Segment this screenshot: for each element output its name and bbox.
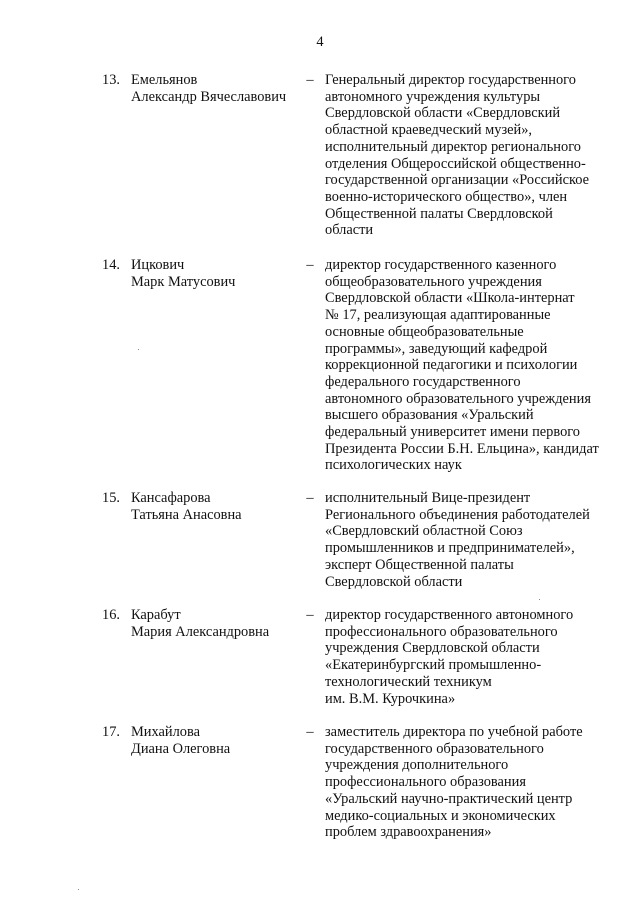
desc-line: проблем здравоохранения» [325, 824, 492, 841]
surname: Ицкович [131, 257, 185, 273]
desc-line: учреждения дополнительного [325, 757, 509, 774]
person-name [131, 257, 301, 290]
position-description [325, 72, 615, 239]
given-names: Марк Матусович [131, 273, 236, 290]
desc-line: высшего образования «Уральский [325, 407, 534, 424]
desc-line: медико-социальных и экономических [325, 807, 556, 824]
desc-line: федеральный университет имени первого [325, 424, 581, 441]
desc-line: технологический техникум [325, 673, 492, 690]
desc-line: директор государственного казенного [325, 257, 557, 273]
person-name [131, 490, 301, 523]
desc-line: Свердловской области [325, 573, 463, 590]
separator-dash: – [306, 257, 314, 273]
desc-line: исполнительный директор регионального [325, 138, 581, 155]
desc-line: заместитель директора по учебной работе [325, 724, 583, 740]
desc-line: программы», заведующий кафедрой [325, 340, 548, 357]
surname: Михайлова [131, 724, 200, 740]
given-names: Мария Александровна [131, 623, 270, 640]
desc-line: психологических наук [325, 457, 462, 474]
desc-line: им. В.М. Курочкина» [325, 690, 456, 707]
desc-line: «Екатеринбургский промышленно- [325, 657, 542, 674]
entry-number: 17. [102, 724, 120, 740]
desc-line: Свердловской области «Школа-интернат [325, 290, 575, 307]
desc-line: отделения Общероссийской общественно- [325, 155, 586, 172]
desc-line: общеобразовательного учреждения [325, 273, 542, 290]
desc-line: военно-исторического общество», член [325, 188, 568, 205]
position-description [325, 724, 615, 841]
position-description [325, 607, 615, 707]
desc-line: «Свердловский областной Союз [325, 523, 523, 540]
person-name [131, 607, 301, 640]
desc-line: профессионального образования [325, 774, 526, 791]
separator-dash: – [306, 607, 314, 623]
desc-line: № 17, реализующая адаптированные [325, 307, 551, 324]
desc-line: эксперт Общественной палаты [325, 556, 514, 573]
desc-line: областной краеведческий музей», [325, 122, 533, 139]
person-name [131, 724, 301, 757]
entry-number: 16. [102, 607, 120, 623]
desc-line: автономного учреждения культуры [325, 88, 541, 105]
desc-line: Свердловской области «Свердловский [325, 105, 561, 122]
desc-line: учреждения Свердловской области [325, 640, 540, 657]
desc-line: Регионального объединения работодателей [325, 506, 590, 523]
desc-line: директор государственного автономного [325, 607, 574, 623]
position-description [325, 257, 615, 474]
scan-speck [539, 599, 540, 600]
scan-speck [78, 889, 79, 890]
separator-dash: – [306, 724, 314, 740]
surname: Кансафарова [131, 490, 211, 506]
desc-line: «Уральский научно-практический центр [325, 790, 573, 807]
given-names: Александр Вячеславович [131, 88, 287, 105]
desc-line: автономного образовательного учреждения [325, 390, 591, 407]
scan-speck [138, 349, 139, 350]
person-name [131, 72, 301, 105]
surname: Емельянов [131, 72, 198, 88]
separator-dash: – [306, 490, 314, 506]
desc-line: промышленников и предпринимателей», [325, 540, 575, 557]
position-description [325, 490, 615, 590]
desc-line: Генеральный директор государственного [325, 72, 576, 88]
desc-line: основные общеобразовательные [325, 323, 524, 340]
desc-line: исполнительный Вице-президент [325, 490, 531, 506]
page-number: 4 [316, 34, 324, 50]
surname: Карабут [131, 607, 181, 623]
desc-line: коррекционной педагогики и психологии [325, 357, 578, 374]
desc-line: Президента России Б.Н. Ельцина», кандидат [325, 440, 599, 457]
entry-number: 14. [102, 257, 120, 273]
given-names: Татьяна Анасовна [131, 506, 242, 523]
desc-line: федерального государственного [325, 373, 521, 390]
given-names: Диана Олеговна [131, 740, 231, 757]
desc-line: области [325, 222, 374, 239]
entry-number: 13. [102, 72, 120, 88]
desc-line: государственной организации «Российское [325, 172, 589, 189]
desc-line: профессионального образовательного [325, 623, 558, 640]
desc-line: государственного образовательного [325, 740, 544, 757]
separator-dash: – [306, 72, 314, 88]
desc-line: Общественной палаты Свердловской [325, 205, 553, 222]
entry-number: 15. [102, 490, 120, 506]
